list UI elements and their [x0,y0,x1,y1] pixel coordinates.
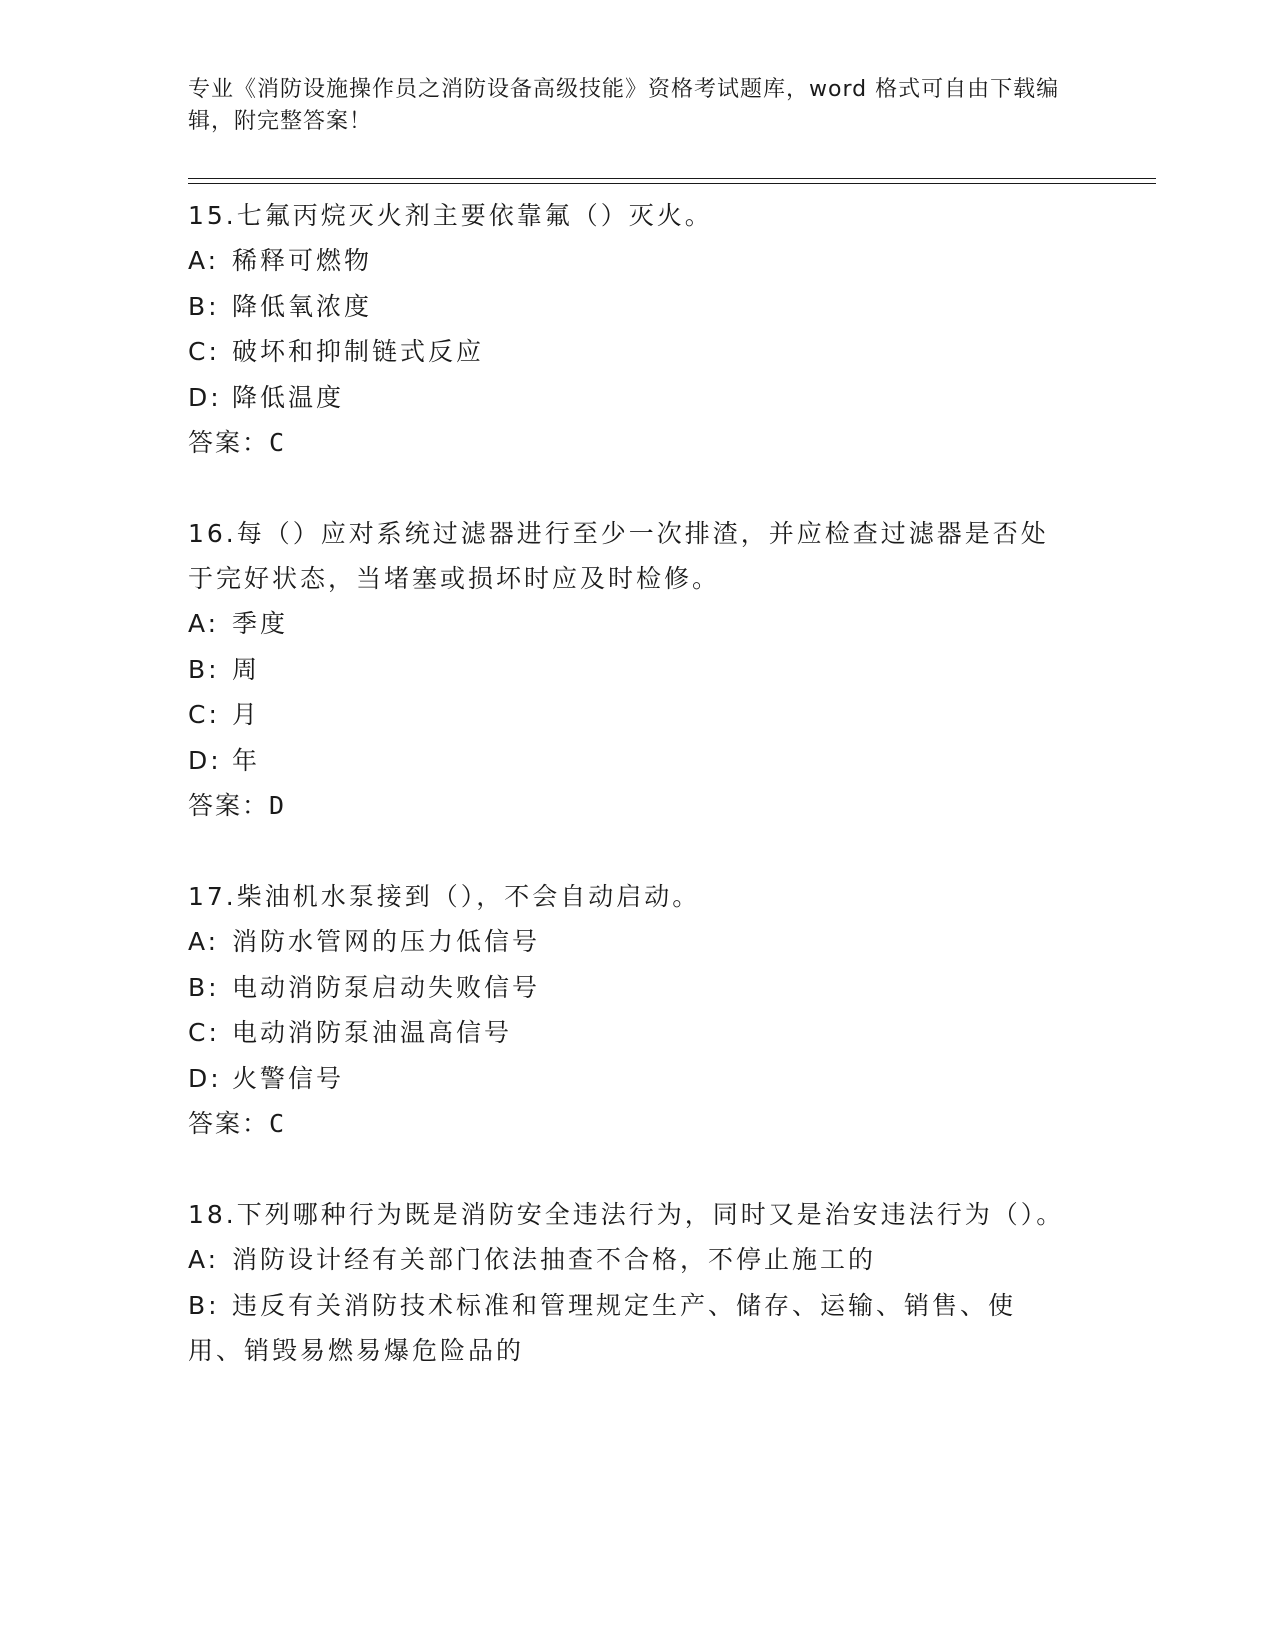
option-b [188,647,1068,693]
option-letter: A: [188,609,220,638]
option-text: 稀释可燃物 [232,246,373,275]
option-letter: D: [188,1063,222,1093]
option-b [188,284,1068,330]
option-a [188,601,1068,647]
question-16 [188,511,1068,828]
option-letter: C: [188,337,220,366]
option-letter: B: [188,972,220,1002]
option-a [188,919,1068,965]
option-letter: B: [188,1290,220,1320]
option-text: 消防设计经有关部门依法抽查不合格，不停止施工的 [232,1245,877,1274]
answer-label: 答案： [188,428,270,457]
option-a [188,238,1068,284]
question-stem: 18.下列哪种行为既是消防安全违法行为，同时又是治安违法行为（）。 [188,1200,1065,1229]
option-d [188,375,1068,421]
option-text: 降低温度 [232,382,345,412]
option-text: 破坏和抑制链式反应 [232,337,485,366]
option-text: 降低氧浓度 [232,291,373,321]
option-text: 年 [232,745,261,775]
question-18 [188,1192,1068,1374]
option-text: 消防水管网的压力低信号 [232,927,541,956]
answer-value: C [269,1109,285,1138]
option-text: 火警信号 [232,1063,345,1093]
option-letter: D: [188,382,222,412]
option-a [188,1237,1068,1283]
option-text: 电动消防泵油温高信号 [232,1018,513,1047]
option-letter: D: [188,745,222,775]
option-b [188,1283,1068,1374]
option-d [188,738,1068,784]
option-letter: C: [188,1018,220,1047]
option-text: 月 [232,700,261,729]
answer-label: 答案： [188,791,270,820]
option-letter: A: [188,246,220,275]
option-letter: B: [188,291,220,321]
option-letter: C: [188,700,220,729]
question-stem: 15.七氟丙烷灭火剂主要依靠氟（）灭火。 [188,201,713,230]
question-stem: 16.每（）应对系统过滤器进行至少一次排渣，并应检查过滤器是否处于完好状态，当堵塞或损坏时应及时检修。 [188,519,1049,593]
answer-label: 答案： [188,1109,270,1138]
document-header: 专业《消防设施操作员之消防设备高级技能》资格考试题库，word 格式可自由下载编辑，附完整答案！ [188,77,1060,134]
answer-line [188,420,1068,465]
option-letter: B: [188,654,220,684]
answer-line [188,783,1068,828]
option-c [188,692,1068,738]
header-divider-bottom [188,183,1156,184]
header-divider-top [188,178,1156,179]
option-text: 季度 [232,609,289,638]
option-letter: A: [188,927,220,956]
option-text: 电动消防泵启动失败信号 [232,972,541,1002]
option-c [188,329,1068,375]
question-list [188,193,1068,1420]
answer-value: D [269,791,285,820]
option-text: 违反有关消防技术标准和管理规定生产、储存、运输、销售、使用、销毁易燃易爆危险品的 [188,1290,1017,1365]
question-15 [188,193,1068,465]
option-text: 周 [232,654,261,684]
question-stem: 17.柴油机水泵接到（），不会自动启动。 [188,882,701,911]
question-17 [188,874,1068,1146]
option-letter: A: [188,1245,220,1274]
option-b [188,965,1068,1011]
option-d [188,1056,1068,1102]
answer-value: C [269,428,285,457]
option-c [188,1010,1068,1056]
answer-line [188,1101,1068,1146]
